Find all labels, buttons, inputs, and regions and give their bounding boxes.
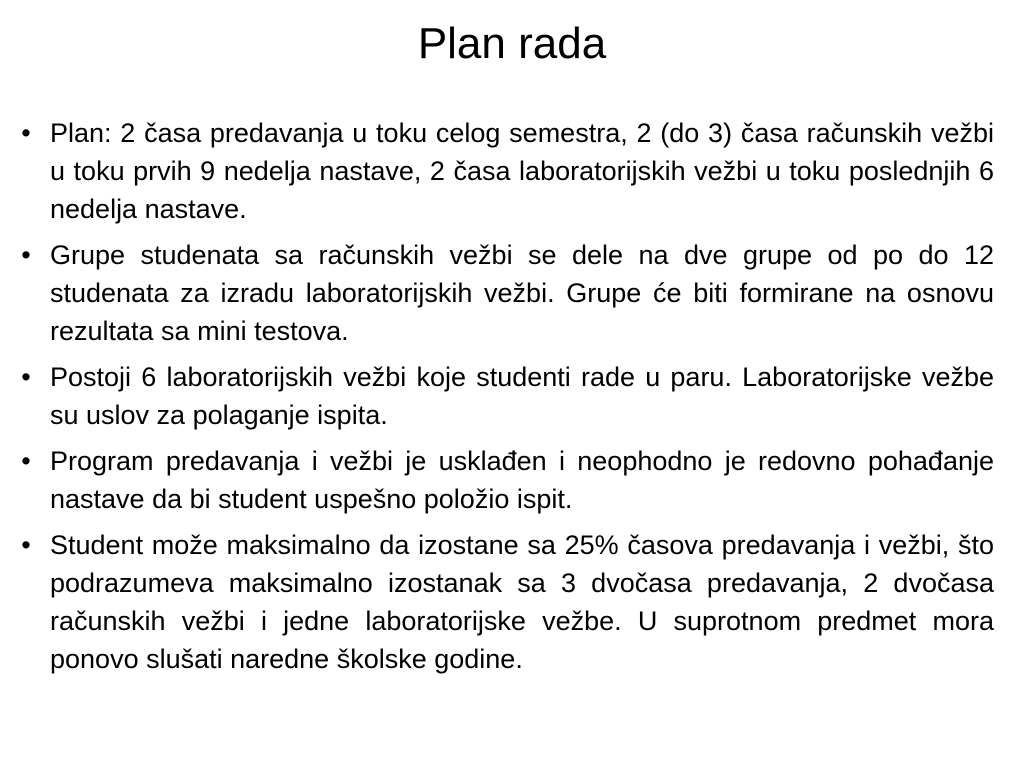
bullet-item (14, 358, 994, 434)
bullet-text: Program predavanja i vežbi je usklađen i neophodno je redovno pohađanje nastave da bi student uspešno položio ispit. (50, 446, 994, 514)
slide-title: Plan rada (417, 19, 607, 68)
bullet-item (14, 526, 994, 678)
bullet-item (14, 236, 994, 350)
bullet-text: Grupe studenata sa računskih vežbi se dele na dve grupe od po do 12 studenata za izradu laboratorijskih vežbi. Grupe će biti formirane na osnovu rezultata sa mini testova. (50, 240, 994, 346)
bullet-text: Plan: 2 časa predavanja u toku celog semestra, 2 (do 3) časa računskih vežbi u toku prvih 9 nedelja nastave, 2 časa laboratorijskih vežbi u toku poslednjih 6 nedelja nastave. (50, 118, 994, 224)
bullet-list (14, 114, 994, 686)
bullet-icon: • (21, 362, 31, 392)
bullet-text: Student može maksimalno da izostane sa 25% časova predavanja i vežbi, što podrazumeva maksimalno izostanak sa 3 dvočasa predavanja, 2 dvočasa računskih vežbi i jedne laboratorijske vežbe. U suprotnom predmet mora ponovo slušati naredne školske godine. (50, 530, 994, 674)
bullet-icon: • (21, 240, 31, 270)
bullet-icon: • (21, 118, 31, 148)
bullet-icon: • (21, 530, 31, 560)
bullet-item (14, 442, 994, 518)
bullet-text: Postoji 6 laboratorijskih vežbi koje studenti rade u paru. Laboratorijske vežbe su uslov za polaganje ispita. (50, 362, 994, 430)
bullet-item (14, 114, 994, 228)
bullet-icon: • (21, 446, 31, 476)
